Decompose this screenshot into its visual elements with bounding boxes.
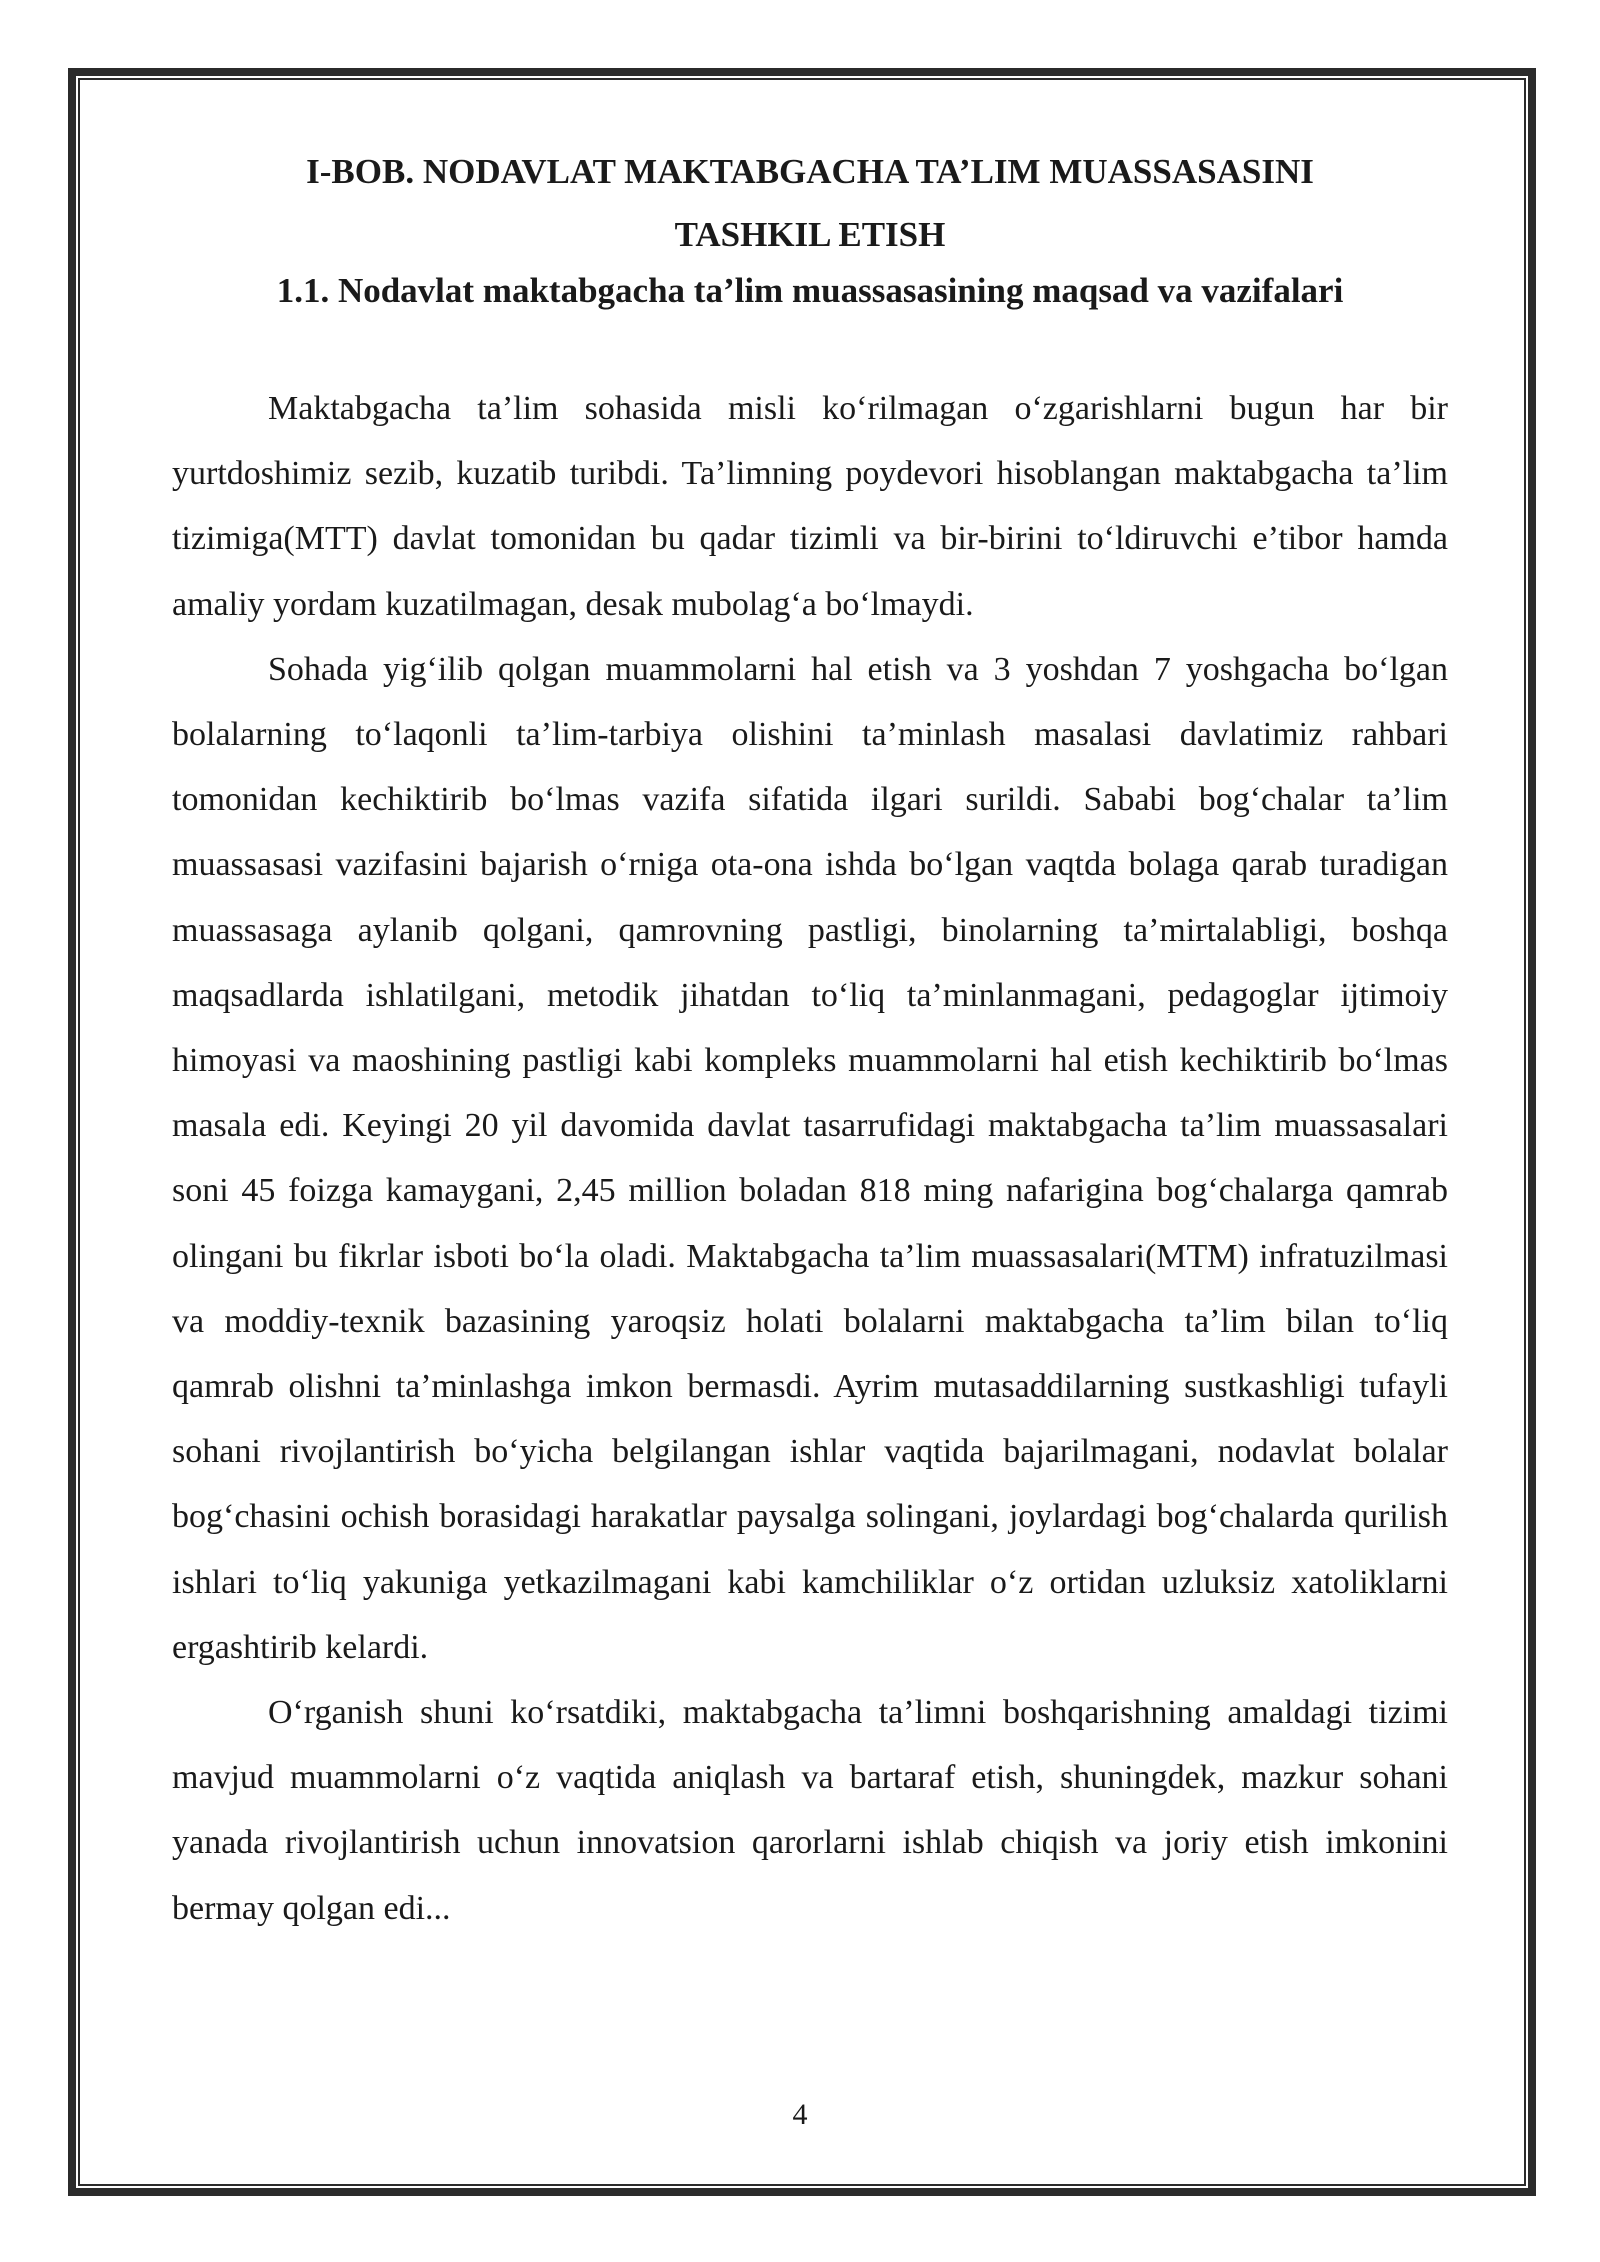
body-paragraph: O‘rganish shuni ko‘rsatdiki, maktabgacha ta’limni boshqarishning amaldagi tizimi mavjud muammolarni o‘z vaqtida aniqlash va bartaraf etish, shuningdek, mazkur sohani yanada rivojlantirish uchun innovatsion qarorlarni ishlab chiqish va joriy etish imkonini bermay qolgan edi... — [172, 1694, 1448, 1927]
chapter-title-line-1: I-BOB. NODAVLAT MAKTABGACHA TA’LIM MUASSASASINI — [306, 152, 1314, 191]
body-paragraph: Maktabgacha ta’lim sohasida misli ko‘rilmagan o‘zgarishlarni bugun har bir yurtdoshimiz sezib, kuzatib turibdi. Ta’limning poydevori hisoblangan maktabgacha ta’lim tizimiga(MTT) davlat tomonidan bu qadar tizimli va bir-birini to‘ldiruvchi e’tibor hamda amaliy yordam kuzatilmagan, desak mubolag‘a bo‘lmaydi. — [172, 390, 1448, 623]
section-title: 1.1. Nodavlat maktabgacha ta’lim muassasasining maqsad va vazifalari — [276, 271, 1344, 310]
chapter-title-line-2: TASHKIL ETISH — [674, 215, 946, 254]
page-content — [172, 140, 1448, 1941]
page-number: 4 — [792, 2098, 808, 2131]
body-paragraph: Sohada yig‘ilib qolgan muammolarni hal etish va 3 yoshdan 7 yoshgacha bo‘lgan bolalarning to‘laqonli ta’lim-tarbiya olishini ta’minlash masalasi davlatimiz rahbari tomonidan kechiktirib bo‘lmas vazifa sifatida ilgari surildi. Sababi bog‘chalar ta’lim muassasasi vazifasini bajarish o‘rniga ota-ona ishda bo‘lgan vaqtda bolaga qarab turadigan muassasaga aylanib qolgani, qamrovning pastligi, binolarning ta’mirtalabligi, boshqa maqsadlarda ishlatilgani, metodik jihatdan to‘liq ta’minlanmagani, pedagoglar ijtimoiy himoyasi va maoshining pastligi kabi kompleks muammolarni hal etish kechiktirib bo‘lmas masala edi. Keyingi 20 yil davomida davlat tasarrufidagi maktabgacha ta’lim muassasalari soni 45 foizga kamaygani, 2,45 million boladan 818 ming nafarigina bog‘chalarga qamrab olingani bu fikrlar isboti bo‘la oladi. Maktabgacha ta’lim muassasalari(MTM) infratuzilmasi va moddiy-texnik bazasining yaroqsiz holati bolalarni maktabgacha ta’lim bilan to‘liq qamrab olishni ta’minlashga imkon bermasdi. Ayrim mutasaddilarning sustkashligi tufayli sohani rivojlantirish bo‘yicha belgilangan ishlar vaqtida bajarilmagani, nodavlat bolalar bog‘chasini ochish borasidagi harakatlar paysalga solingani, joylardagi bog‘chalarda qurilish ishlari to‘liq yakuniga yetkazilmagani kabi kamchiliklar o‘z ortidan uzluksiz xatoliklarni ergashtirib kelardi. — [172, 650, 1448, 1666]
